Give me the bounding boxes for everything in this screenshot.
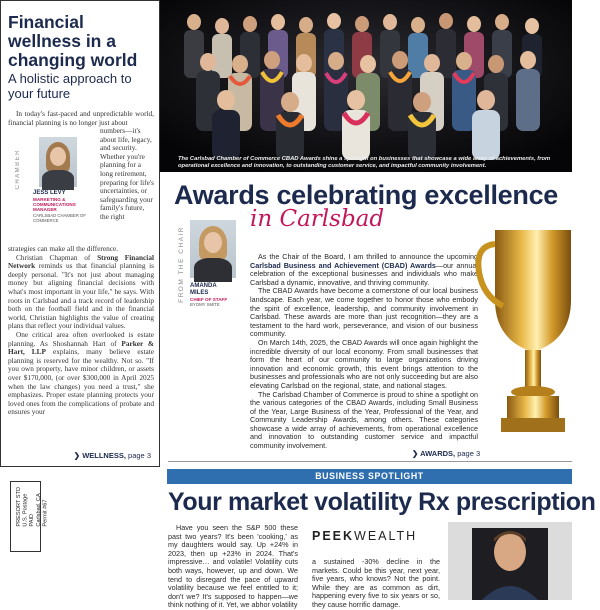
left-article-p3-b: explains, many believe estate planning is reserved for the wealthy. Not so. "If you own property, have minor children, or assets over $170,000, (or over $300,000 in April 2025 when the law changes) you need a trust," she emphasizes. Proper estate planning protects your loved ones from the complications of probate and ensures your bbox=[8, 347, 154, 417]
permit-line: PAID bbox=[29, 513, 36, 527]
trophy-icon bbox=[473, 220, 573, 460]
continue-arrow-icon: ❯ bbox=[412, 449, 419, 458]
chair-card bbox=[190, 220, 240, 325]
postage-permit-text bbox=[16, 487, 49, 527]
awards-title: Awards celebrating excellence bbox=[174, 180, 559, 210]
author-role: MARKETING & COMMUNICATIONS MANAGER bbox=[33, 197, 76, 213]
section-divider bbox=[168, 461, 572, 462]
spotlight-column-1: Have you seen the S&P 500 these past two years? It's been 'cooking,' as my daughters would say. Up +24% in 2023, then up +23% in 2024. That's impressive… and volatile! Volatility cuts both ways, however, up and down. We tend to disregard the pace of upward volatility because we feel entitled to it; don't we? It's supposed to happen—we think nothing of it. Yet, we abhor volatility bbox=[168, 523, 298, 610]
left-article-paragraph: In today's fast-paced and unpredictable world, financial planning is no longer just about bbox=[8, 109, 154, 127]
cbad-awards-bold: Carlsbad Business and Achievement (CBAD) Awards bbox=[250, 260, 436, 270]
spotlight-column-2: a sustained -30% decline in the markets. Could be this year, next year, five years, who knows? Not the point. While they are as common as dirt, happening every five to six years or so, they cause horrific damage. bbox=[312, 557, 440, 609]
group-photo-illustration bbox=[160, 0, 572, 172]
left-article-wrap-text: numbers—it's about life, legacy, and security. Whether you're planning for a long retirement, preparing for life's uncertainties, or safeguarding your family's future, the right bbox=[100, 126, 154, 221]
awards-paragraph bbox=[250, 253, 478, 287]
logo-part-peek: PEEK bbox=[312, 529, 355, 543]
business-spotlight-band bbox=[167, 469, 572, 484]
left-article-p2-b: reminds us that financial planning is deeply personal. "It's not just about managing money but aligning financial decisions with what's most important in your life," he says. With roots in Carlsbad and a track record of leadership both on the football field and in the financial world, Christian highlights the value of creating plans that reflect your individual values. bbox=[8, 261, 154, 331]
awards-subtitle: in Carlsbad bbox=[250, 206, 385, 232]
wellness-continue-page: page 3 bbox=[128, 451, 151, 460]
chair-name-first: AMANDA bbox=[190, 283, 217, 289]
permit-line: U.S. Postage bbox=[22, 493, 29, 527]
continue-arrow-icon: ❯ bbox=[73, 451, 81, 460]
chair-org: BYOMY SMITE bbox=[190, 302, 220, 308]
spotlight-photo bbox=[448, 522, 572, 600]
left-article-title: Financial wellness in a changing world bbox=[8, 12, 138, 70]
from-the-chair-label: FROM THE CHAIR bbox=[178, 226, 185, 303]
awards-continue-link[interactable] bbox=[412, 449, 480, 458]
author-org: CARLSBAD CHAMBER OF COMMERCE bbox=[33, 212, 87, 223]
hero-photo bbox=[160, 0, 572, 172]
author-name: JESS LEVY bbox=[33, 190, 66, 196]
awards-paragraph: The CBAD Awards have become a cornerstone of our local business landscape. Each year, we come together to honor those who embody the spirit of excellence, leadership, and community involvement in Carlsbad. These awards are more than just recognition—they are a testament to the hard work, perseverance, and vision of our business community. bbox=[250, 286, 478, 339]
left-article-subtitle: A holistic approach to your future bbox=[8, 71, 132, 101]
left-article-p2-a: Christian Chapman of bbox=[16, 252, 98, 262]
permit-line: Carlsbad, CA bbox=[35, 493, 42, 527]
author-card bbox=[33, 137, 96, 233]
awards-p1-a: As the Chair of the Board, I am thrilled to announce the upcoming bbox=[258, 252, 478, 261]
parker-hart: Parker & Hart, LLP bbox=[8, 338, 154, 357]
permit-line: PRESORT STD bbox=[16, 487, 22, 527]
awards-body bbox=[250, 253, 478, 451]
awards-paragraph: The Carlsbad Chamber of Commerce is proud to shine a spotlight on the various categories of the CBAD Awards, including Small Business of the Year, Large Business of the Year, Professional of the Year, and Community Leadership Awards, among others. These categories showcase a wide array of achievements, from operational excellence and innovation to outstanding customer service and impactful community involvement. bbox=[250, 389, 478, 451]
awards-continue-label: AWARDS, bbox=[420, 449, 456, 458]
wellness-continue-link[interactable] bbox=[74, 451, 151, 460]
left-article-body bbox=[8, 245, 154, 417]
peek-wealth-logo bbox=[312, 529, 417, 543]
awards-p1-b: —our annual celebration of the exceptional businesses and individuals who make Carlsbad a dynamic, innovative, and thriving community. bbox=[250, 260, 478, 287]
strong-financial-network: Strong Financial Network bbox=[8, 252, 154, 271]
chair-role: CHIEF OF STAFF bbox=[190, 297, 228, 302]
permit-line: Permit #67 bbox=[42, 499, 49, 527]
hero-caption: The Carlsbad Chamber of Commerce CBAD Awards shine a spotlight on businesses that showcase a wide array of achievements, from operational excellence and innovation, to outstanding customer service, and impactful community involvement. bbox=[178, 156, 551, 169]
chamber-vertical-label: CHAMBER bbox=[15, 149, 21, 190]
logo-part-wealth: WEALTH bbox=[354, 529, 418, 543]
spotlight-title: Your market volatility Rx prescription bbox=[168, 488, 596, 516]
man-portrait-illustration bbox=[448, 522, 572, 600]
chair-headshot bbox=[190, 220, 236, 278]
chair-name-last: MILES bbox=[190, 290, 209, 296]
awards-continue-page: page 3 bbox=[457, 449, 481, 458]
awards-paragraph: On March 14th, 2025, the CBAD Awards will once again highlight the incredible diversity of our local economy. From small businesses that form the heart of our community to large organizations driving innovation and economic growth, this event brings attention to the businesses and professionals who are not only succeeding but are also elevating Carlsbad on the regional, state, and national stages. bbox=[250, 337, 478, 390]
left-column-article bbox=[0, 0, 160, 467]
postage-permit-box bbox=[10, 481, 49, 552]
author-headshot bbox=[39, 137, 77, 187]
wellness-continue-label: WELLNESS, bbox=[82, 451, 126, 460]
business-spotlight-label: BUSINESS SPOTLIGHT bbox=[315, 471, 424, 481]
left-article-paragraph-end: strategies can make all the difference. bbox=[8, 244, 119, 253]
left-article-p3-a: One critical area often overlooked is estate planning. As Shoshannah Hart of bbox=[8, 329, 154, 348]
